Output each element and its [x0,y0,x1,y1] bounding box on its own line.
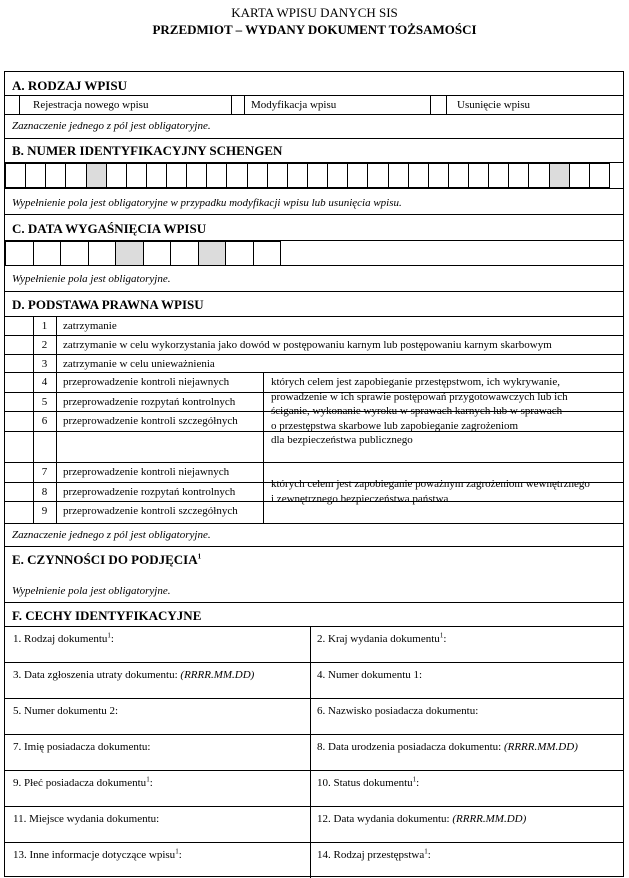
date-separator-box [198,241,227,266]
legal-basis-text: zatrzymanie w celu unieważnienia [63,358,215,370]
divider [5,602,623,603]
date-digit-box[interactable] [225,241,254,266]
sis-digit-box[interactable] [408,163,429,188]
field-1-input[interactable] [5,626,310,662]
field-13-input[interactable] [5,842,310,878]
sis-digit-box[interactable] [146,163,167,188]
legal-basis-number: 2 [41,339,48,351]
field-5-label: 5. Numer dokumentu 2: [13,705,119,717]
field-11-label: 11. Miejsce wydania dokumentu: [13,813,160,825]
field-14-label: 14. Rodzaj przestępstwa$^1$: [317,847,431,861]
field-10-input[interactable] [311,770,623,806]
legal-basis-checkbox-9[interactable] [5,501,33,523]
sis-digit-box[interactable] [106,163,127,188]
legal-basis-text: zatrzymanie [63,320,117,332]
divider [5,214,623,215]
legal-basis-number: 6 [41,415,48,427]
field-3-label: 3. Data zgłoszenia utraty dokumentu: (RRRR.MM.DD) [13,669,255,681]
sis-digit-box[interactable] [388,163,409,188]
legal-basis-checkbox-6[interactable] [5,411,33,431]
legal-basis-number: 3 [41,358,48,370]
legal-basis-text: przeprowadzenie kontroli szczegółnych [63,505,238,517]
legal-basis-number: 4 [41,376,48,388]
sis-digit-box[interactable] [327,163,348,188]
divider [5,392,623,393]
section-a-title: A. RODZAJ WPISU [12,78,127,93]
legal-basis-number: 5 [41,396,48,408]
checkbox-delete-entry[interactable] [431,96,446,114]
checkbox-new-entry[interactable] [5,96,19,114]
field-13-label: 13. Inne informacje dotyczące wpisu$^1$: [13,847,182,861]
form-frame [4,71,624,877]
option-new-entry-label: Rejestracja nowego wpisu [33,99,149,111]
sis-digit-box[interactable] [488,163,509,188]
legal-basis-checkbox-5[interactable] [5,392,33,411]
sis-digit-box[interactable] [126,163,147,188]
sis-digit-box[interactable] [186,163,207,188]
legal-basis-number: 8 [41,486,48,498]
sis-digit-box[interactable] [5,163,26,188]
sis-digit-box[interactable] [448,163,469,188]
sis-digit-box[interactable] [468,163,489,188]
form-title-line1: KARTA WPISU DANYCH SIS [231,5,398,20]
section-d-note: Zaznaczenie jednego z pól jest obligatoryjne. [12,529,211,541]
legal-basis-checkbox-8[interactable] [5,482,33,501]
field-1-label: 1. Rodzaj dokumentu$^1$: [13,631,114,645]
divider [5,138,623,139]
legal-basis-text: przeprowadzenie kontroli niejawnych [63,376,230,388]
checkbox-modify-entry[interactable] [232,96,244,114]
field-9-label: 9. Płeć posiadacza dokumentu$^1$: [13,775,153,789]
section-c-note: Wypełnienie pola jest obligatoryjne. [12,273,171,285]
field-2-label: 2. Kraj wydania dokumentu$^1$: [317,631,447,645]
section-b-note: Wypełnienie pola jest obligatoryjne w przypadku modyfikacji wpisu lub usunięcia wpisu. [12,197,402,209]
date-digit-box[interactable] [253,241,282,266]
legal-basis-checkbox-4[interactable] [5,372,33,392]
field-11-input[interactable] [5,806,310,842]
section-a-note: Zaznaczenie jednego z pól jest obligatoryjne. [12,120,211,132]
legal-basis-text: przeprowadzenie rozpytań kontrolnych [63,486,236,498]
divider [5,372,623,373]
field-3-input[interactable] [5,662,310,698]
purpose-text-crime: których celem jest zapobieganie przestępstwom, ich wykrywanie, prowadzenie w ich sprawie postępowań przygotowawczych lub ich ściganie, wykonanie wyroku w sprawach karnych lub w sprawach o przestępstwa skarbowe lub zapobieganie zagrożeniom dla bezpieczeństwa publicznego [271,376,568,446]
date-digit-box[interactable] [33,241,62,266]
sis-digit-box[interactable] [428,163,449,188]
legal-basis-checkbox-2[interactable] [5,335,33,354]
field-9-input[interactable] [5,770,310,806]
field-8-input[interactable] [311,734,623,770]
divider [5,265,623,266]
legal-basis-text: przeprowadzenie kontroli szczegółnych [63,415,238,427]
legal-basis-text: przeprowadzenie rozpytań kontrolnych [63,396,236,408]
field-4-input[interactable] [311,662,623,698]
footnote-marker: 1 [197,552,202,561]
sis-digit-box[interactable] [267,163,288,188]
sis-digit-box[interactable] [287,163,308,188]
section-f-title: F. CECHY IDENTYFIKACYJNE [12,608,202,623]
legal-basis-checkbox-3[interactable] [5,354,33,372]
field-12-label: 12. Data wydania dokumentu: (RRRR.MM.DD) [317,813,527,825]
divider [5,546,623,547]
sis-digit-box[interactable] [25,163,46,188]
field-8-label: 8. Data urodzenia posiadacza dokumentu: (RRRR.MM.DD) [317,741,578,753]
date-digit-box[interactable] [170,241,199,266]
divider [310,626,311,878]
sis-digit-box[interactable] [367,163,388,188]
field-14-input[interactable] [311,842,623,878]
field-6-label: 6. Nazwisko posiadacza dokumentu: [317,705,479,717]
divider [5,411,623,412]
divider [5,95,623,96]
divider [56,316,57,523]
option-modify-entry-label: Modyfikacja wpisu [251,99,337,111]
section-e-note: Wypełnienie pola jest obligatoryjne. [12,585,171,597]
field-2-input[interactable] [311,626,623,662]
sis-digit-box[interactable] [166,163,187,188]
sis-digit-box[interactable] [589,163,610,188]
date-digit-box[interactable] [143,241,172,266]
field-10-label: 10. Status dokumentu$^1$: [317,775,420,789]
legal-basis-number: 1 [41,320,48,332]
field-6-input[interactable] [311,698,623,734]
divider [244,95,245,114]
legal-basis-text: przeprowadzenie kontroli niejawnych [63,466,230,478]
sis-digit-box[interactable] [307,163,328,188]
sis-digit-box[interactable] [226,163,247,188]
date-digit-box[interactable] [60,241,89,266]
legal-basis-number: 9 [41,505,48,517]
sis-digit-box[interactable] [569,163,590,188]
purpose-text-security: których celem jest zapobieganie poważnym zagrożeniom wewnętrznego i zewnętrznego bezpieczeństwa państwa [271,478,590,505]
divider [19,95,20,114]
date-digit-box[interactable] [88,241,117,266]
divider [5,291,623,292]
divider [5,335,623,336]
sis-digit-box[interactable] [247,163,268,188]
sis-digit-box[interactable] [508,163,529,188]
divider [5,354,623,355]
legal-basis-checkbox-1[interactable] [5,316,33,335]
field-7-input[interactable] [5,734,310,770]
legal-basis-checkbox-7[interactable] [5,462,33,482]
sis-digit-box[interactable] [528,163,549,188]
sis-digit-box[interactable] [45,163,66,188]
date-digit-box[interactable] [5,241,34,266]
divider [5,431,623,432]
section-d-title: D. PODSTAWA PRAWNA WPISU [12,297,204,312]
date-separator-box [115,241,144,266]
sis-digit-box[interactable] [206,163,227,188]
sis-separator-box [86,163,107,188]
divider [5,316,623,317]
legal-basis-text: zatrzymanie w celu wykorzystania jako dowód w postępowaniu karnym lub postępowaniu karnym skarbowym [63,339,552,351]
divider [5,188,623,189]
section-e-title-text: E. CZYNNOŚCI DO PODJĘCIA [12,552,198,567]
section-b-title: B. NUMER IDENTYFIKACYJNY SCHENGEN [12,143,283,158]
divider [5,501,623,502]
divider [5,462,623,463]
field-5-input[interactable] [5,698,310,734]
field-12-input[interactable] [311,806,623,842]
section-c-title: C. DATA WYGAŚNIĘCIA WPISU [12,221,207,236]
form-title-line2: PRZEDMIOT – WYDANY DOKUMENT TOŻSAMOŚCI [152,22,477,37]
sis-digit-box[interactable] [65,163,86,188]
legal-basis-number: 7 [41,466,48,478]
field-4-label: 4. Numer dokumentu 1: [317,669,423,681]
divider [5,114,623,115]
field-7-label: 7. Imię posiadacza dokumentu: [13,741,151,753]
divider [5,523,623,524]
sis-separator-box [549,163,570,188]
section-e-title [5,552,623,568]
divider [5,482,623,483]
option-delete-entry-label: Usunięcie wpisu [457,99,531,111]
sis-digit-box[interactable] [347,163,368,188]
divider [446,95,447,114]
